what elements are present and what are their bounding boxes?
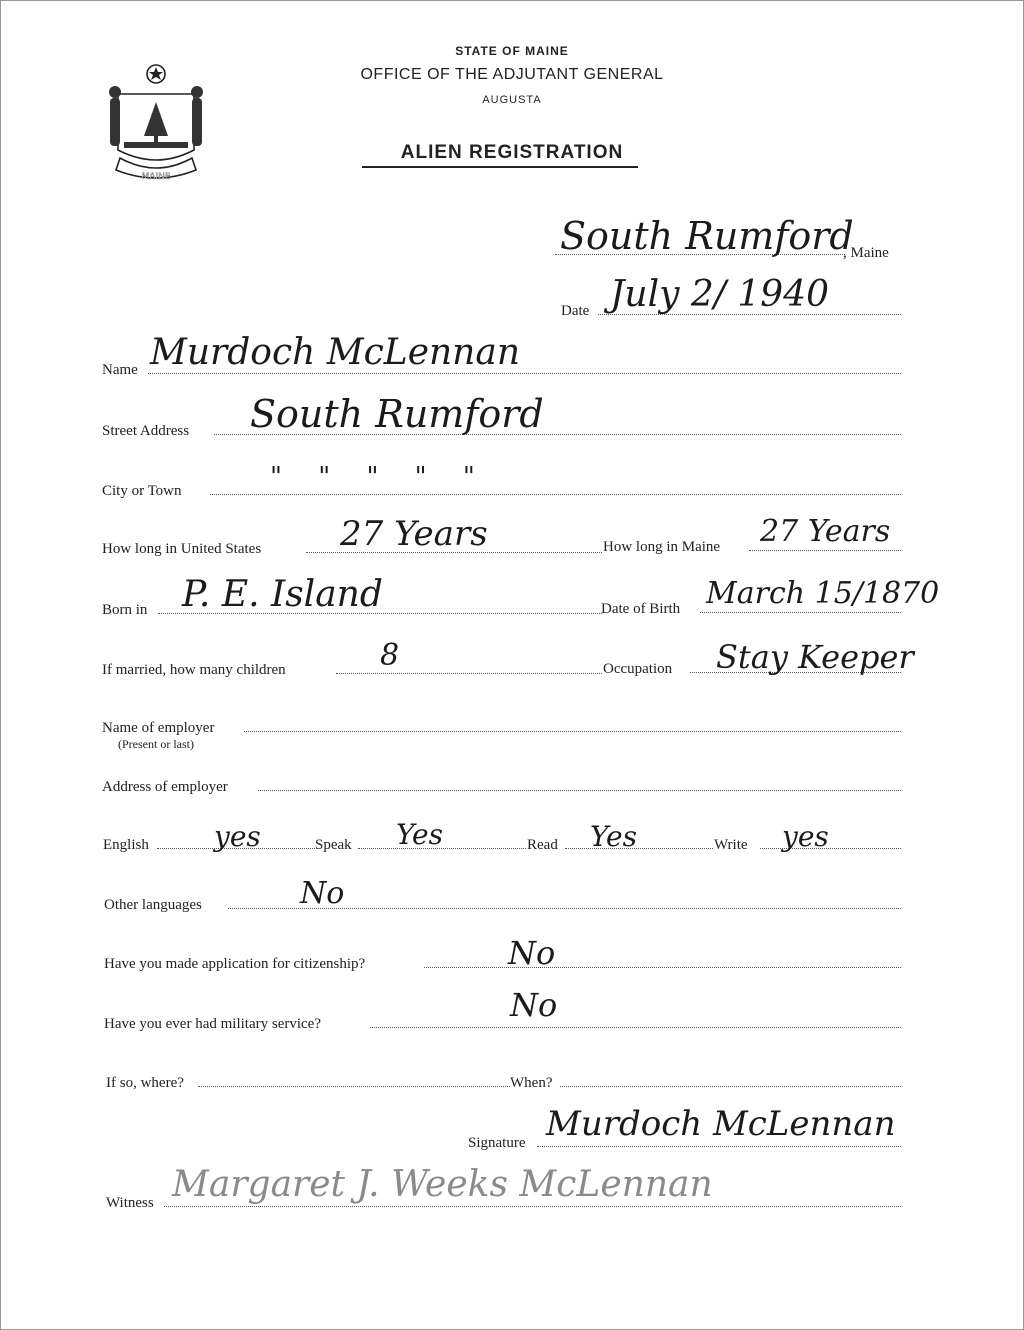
how-long-maine-label: How long in Maine [603, 539, 721, 555]
english-value: yes [214, 820, 261, 853]
date-of-birth-label: Date of Birth [601, 601, 681, 617]
signature-label: Signature [468, 1135, 526, 1151]
city-line [210, 492, 901, 495]
date-value: July 2/ 1940 [610, 274, 830, 315]
citizenship-label: Have you made application for citizenship? [104, 956, 366, 972]
children-line [336, 671, 602, 674]
employer-address-line [258, 788, 901, 791]
witness-label: Witness [106, 1195, 154, 1211]
street-label: Street Address [102, 423, 190, 439]
write-label: Write [714, 837, 748, 853]
witness-value: Margaret J. Weeks McLennan [172, 1164, 713, 1205]
born-in-value: P. E. Island [182, 574, 383, 615]
when-label: When? [510, 1075, 553, 1091]
read-label: Read [527, 837, 558, 853]
how-long-us-label: How long in United States [102, 541, 262, 557]
citizenship-line [424, 965, 901, 968]
write-value: yes [782, 820, 829, 853]
maine-label: , Maine [843, 245, 889, 261]
how-long-us-value: 27 Years [340, 514, 488, 554]
employer-address-label: Address of employer [102, 779, 228, 795]
name-label: Name [102, 362, 138, 378]
english-label: English [103, 837, 149, 853]
other-languages-value: No [300, 876, 345, 911]
military-label: Have you ever had military service? [104, 1016, 321, 1032]
when-line [560, 1084, 901, 1087]
employer-sublabel: (Present or last) [118, 737, 194, 751]
read-value: Yes [590, 820, 637, 853]
date-of-birth-value: March 15/1870 [706, 576, 940, 611]
seal-label: MAINE [141, 172, 171, 182]
occupation-value: Stay Keeper [716, 638, 914, 676]
signature-line [537, 1144, 901, 1147]
street-value: South Rumford [250, 392, 544, 436]
name-value: Murdoch McLennan [150, 332, 521, 373]
children-value: 8 [380, 638, 400, 673]
state-heading: STATE OF MAINE [455, 44, 569, 58]
children-label: If married, how many children [102, 662, 286, 678]
how-long-maine-value: 27 Years [760, 514, 891, 549]
military-value: No [510, 986, 558, 1024]
city-value: " " " " " [270, 462, 489, 492]
city-heading: AUGUSTA [482, 94, 542, 106]
title-underline [362, 166, 638, 168]
citizenship-value: No [508, 934, 556, 972]
read-line [565, 846, 713, 849]
employer-line [244, 729, 901, 732]
employer-label: Name of employer [102, 720, 215, 736]
date-label: Date [561, 303, 590, 319]
town-value: South Rumford [560, 214, 854, 258]
other-languages-label: Other languages [104, 897, 202, 913]
where-line [198, 1084, 510, 1087]
military-line [370, 1025, 901, 1028]
speak-value: Yes [396, 818, 443, 851]
office-heading: OFFICE OF THE ADJUTANT GENERAL [360, 66, 664, 83]
occupation-label: Occupation [603, 661, 673, 677]
signature-value: Murdoch McLennan [546, 1104, 896, 1144]
form-title: ALIEN REGISTRATION [400, 142, 624, 163]
speak-label: Speak [315, 837, 352, 853]
where-label: If so, where? [106, 1075, 184, 1091]
born-in-label: Born in [102, 602, 148, 618]
city-label: City or Town [102, 483, 182, 499]
